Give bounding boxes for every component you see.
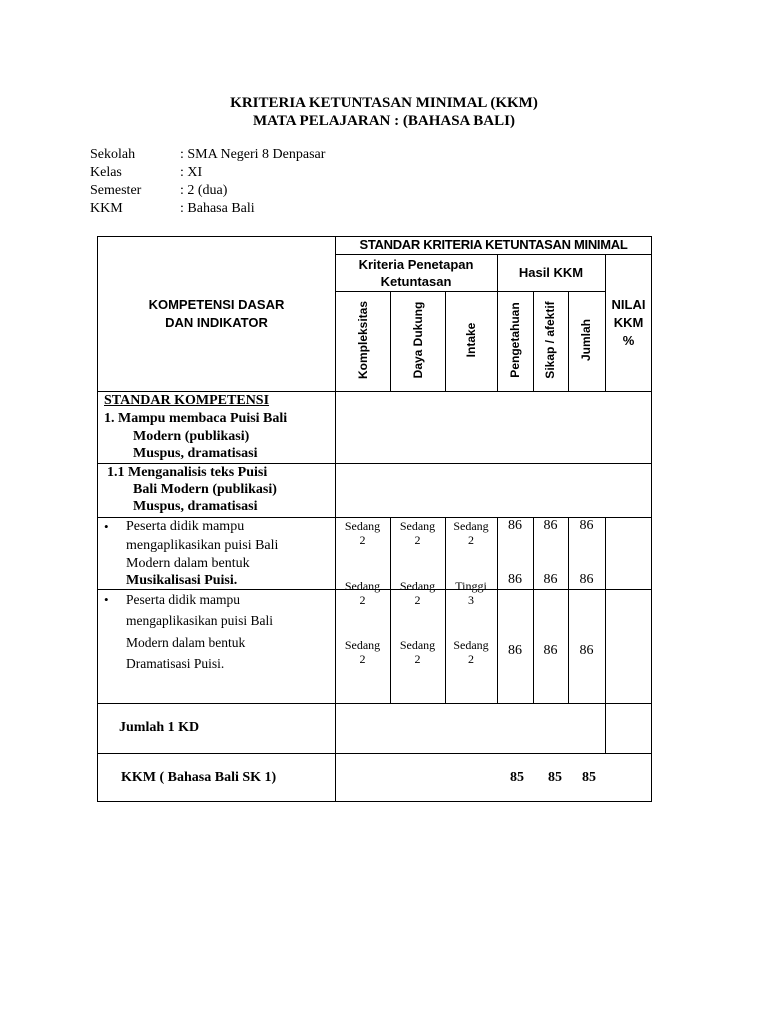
criteria-header-line2: Ketuntasan [380,274,452,289]
col-intake: Intake [464,322,478,358]
indicator1-line3: Modern dalam bentuk [126,556,250,571]
kd-line2: Bali Modern (publikasi) [133,482,277,497]
sk-line3: Muspus, dramatisasi [133,446,258,461]
meta-value: : XI [180,165,203,180]
r1a-jumlah: 86 [579,518,594,533]
sk-heading: STANDAR KOMPETENSI [104,393,270,408]
indicator2-line4: Dramatisasi Puisi. [126,656,225,671]
col-kompleksitas: Kompleksitas [356,300,370,380]
nilai-header-line2: KKM [613,315,644,330]
kkm-value-pengetahuan: 85 [510,770,524,785]
kkm-value-jumlah: 85 [582,770,596,785]
document-title: KRITERIA KETUNTASAN MINIMAL (KKM) [230,95,538,111]
col-sikap-afektif: Sikap / afektif [543,301,557,379]
col-daya-dukung: Daya Dukung [411,301,425,379]
indicator1-line2: mengaplikasikan puisi Bali [126,538,279,553]
r1b-pengetahuan: 86 [508,572,522,587]
kkm-label: KKM ( Bahasa Bali SK 1) [121,770,277,785]
r2-jumlah: 86 [579,643,594,658]
r2-kompleksitas: Sedang 2 [344,638,381,666]
nilai-header-line3: % [622,333,635,348]
col-pengetahuan: Pengetahuan [508,302,522,378]
indicator2-line2: mengaplikasikan puisi Bali [126,613,273,628]
meta-key: Kelas [90,165,122,180]
kd-line1: 1.1 Menganalisis teks Puisi [107,465,268,480]
sk-line1: 1. Mampu membaca Puisi Bali [104,411,288,426]
col-jumlah: Jumlah [579,319,593,362]
r1b-jumlah: 86 [579,572,594,587]
indicator2-line3: Modern dalam bentuk [126,635,246,650]
nilai-header-line1: NILAI [611,297,646,312]
r2-daya-dukung: Sedang 2 [399,638,436,666]
header-main: STANDAR KRITERIA KETUNTASAN MINIMAL [359,237,628,252]
r1a-sikap: 86 [543,518,558,533]
r1a-daya-dukung: Sedang 2 [399,519,436,547]
header-kd-line1: KOMPETENSI DASAR [148,297,285,312]
meta-value: : SMA Negeri 8 Denpasar [180,147,326,162]
r1b-intake: Tinggi 3 [455,579,487,607]
r1a-intake: Sedang 2 [453,519,489,547]
meta-value: : 2 (dua) [180,183,228,198]
meta-key: Semester [90,183,142,198]
criteria-header-line1: Kriteria Penetapan [358,257,474,272]
r1b-daya-dukung: Sedang 2 [399,579,436,607]
bullet-icon: • [104,592,109,607]
jumlah-kd-label: Jumlah 1 KD [119,720,200,735]
r1a-kompleksitas: Sedang 2 [344,519,381,547]
kd-line3: Muspus, dramatisasi [133,499,258,514]
indicator1-line1: Peserta didik mampu [126,519,245,534]
r2-intake: Sedang 2 [453,638,489,666]
sk-line2: Modern (publikasi) [133,429,250,444]
header-kd-line2: DAN INDIKATOR [165,315,268,330]
r2-sikap: 86 [543,643,558,658]
meta-value: : Bahasa Bali [180,201,255,216]
kkm-value-sikap: 85 [548,770,562,785]
r2-pengetahuan: 86 [508,643,522,658]
r1b-sikap: 86 [543,572,558,587]
bullet-icon: • [104,519,109,534]
meta-key: KKM [90,201,123,216]
document-subtitle: MATA PELAJARAN : (BAHASA BALI) [253,113,515,129]
indicator2-line1: Peserta didik mampu [126,592,240,607]
r1a-pengetahuan: 86 [508,518,522,533]
meta-key: Sekolah [90,147,136,162]
r1b-kompleksitas: Sedang 2 [344,579,381,607]
indicator1-line4: Musikalisasi Puisi. [126,573,238,588]
hasil-kkm-header: Hasil KKM [518,265,584,280]
